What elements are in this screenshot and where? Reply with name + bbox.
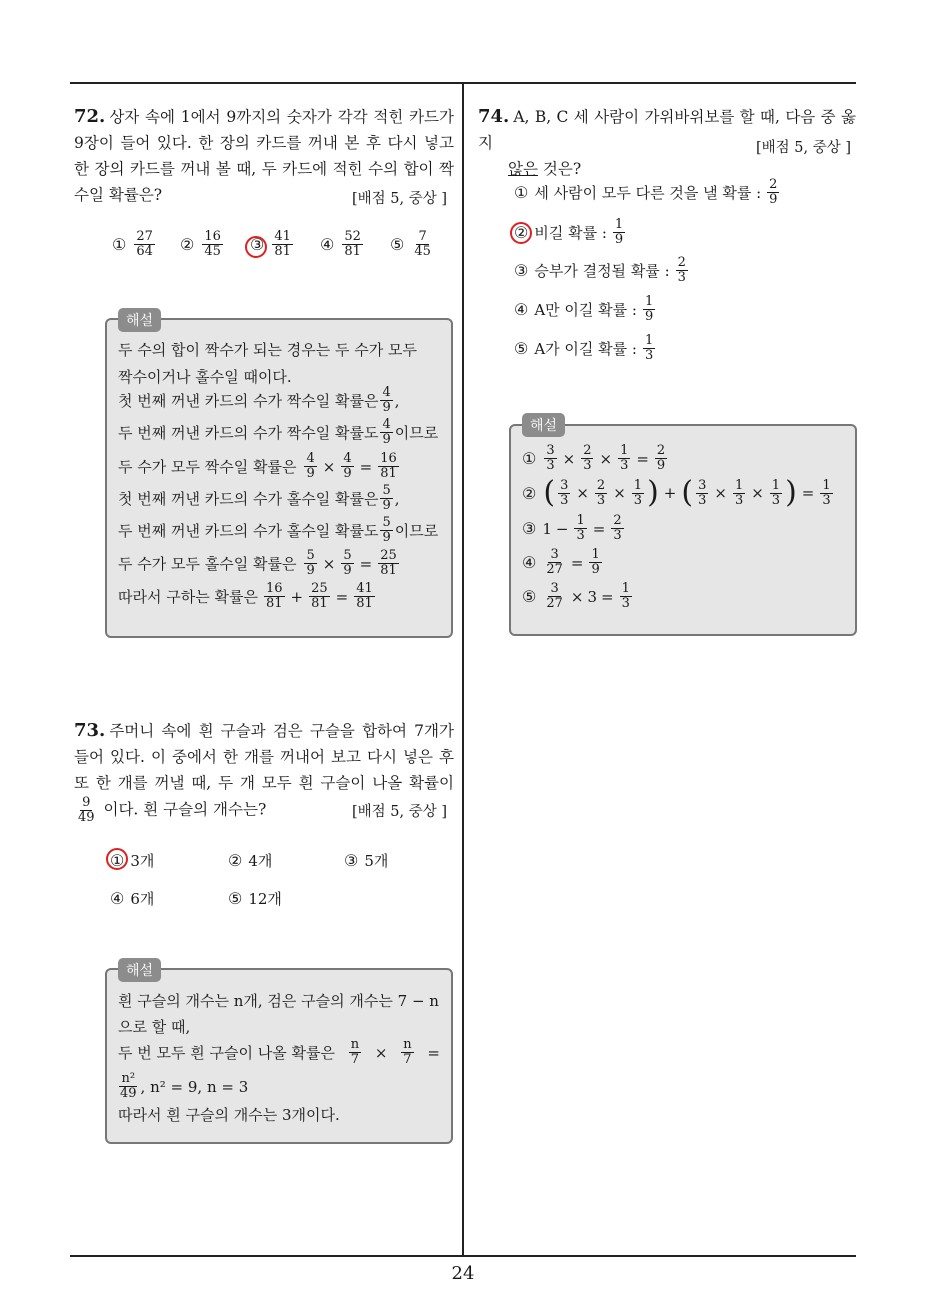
fraction: $\frac{5}{9}$ [382, 483, 391, 513]
fraction: $\frac{5}{9}$ [382, 515, 391, 545]
question-72-number: 72. [74, 106, 106, 127]
q73-sol-line: 두 번 모두 흰 구슬이 나올 확률은 $\frac{n}{7}$ × $\frac{n}{7}$ = [118, 1037, 440, 1067]
fraction: $\frac{4}{9}$ [382, 385, 391, 415]
fraction: $\frac{9}{49}$ [78, 795, 95, 825]
fraction: $\frac{1}{3}$ [734, 477, 744, 508]
fraction: $\frac{3}{3}$ [546, 443, 555, 473]
q73-sol-line: 흰 구슬의 개수는 n개, 검은 구슬의 개수는 7 − n [118, 992, 439, 1010]
fraction: $\frac{4}{9}$ [343, 451, 352, 481]
fraction: $\frac{1}{3}$ [645, 333, 654, 363]
fraction: $\frac{52}{81}$ [344, 229, 361, 259]
q74-sol-line: ② ( $\frac{3}{3}$ × $\frac{2}{3}$ × $\frac{1}{3}$ ) + ( $\frac{3}{3}$ × $\frac{1}{3}$ × $\frac{1}{3}$ ) = $\frac{1}{3}$ [522, 475, 831, 510]
bottom-rule [70, 1255, 856, 1257]
q74-choice-3[interactable]: ③ 승부가 결정될 확률 : $\frac{2}{3}$ [514, 255, 686, 285]
q72-sol-line: 짝수이거나 홀수일 때이다. [118, 368, 292, 386]
fraction: $\frac{25}{81}$ [311, 581, 328, 611]
fraction: $\frac{16}{45}$ [204, 229, 221, 259]
fraction: $\frac{41}{81}$ [274, 229, 291, 259]
fraction: $\frac{1}{9}$ [614, 217, 624, 247]
question-72-text: 72. 상자 속에 1에서 9까지의 숫자가 각각 적힌 카드가 9장이 들어 있다. 한 장의 카드를 꺼내 본 후 다시 넣고 한 장의 카드를 꺼내 볼 때, 두 카드에 적힌 수의 합이 짝수일 확률은? [74, 106, 454, 204]
question-72-meta: [배점 5, 중상 ] [352, 191, 448, 207]
question-73-meta: [배점 5, 중상 ] [352, 804, 448, 820]
question-73-number: 73. [74, 720, 106, 741]
q72-solution-tag: 해설 [118, 308, 161, 332]
fraction: $\frac{41}{81}$ [356, 581, 373, 611]
q74-choice-4[interactable]: ④ A만 이길 확률 : $\frac{1}{9}$ [514, 294, 654, 324]
q74-choice-2[interactable]: ② 비길 확률 : $\frac{1}{9}$ [514, 217, 624, 247]
q73-sol-line: $\frac{\text{n²}}{49}$ , n² = 9, n = 3 [120, 1071, 249, 1101]
fraction: $\frac{n}{7}$ [350, 1037, 360, 1067]
fraction: $\frac{16}{81}$ [265, 581, 283, 611]
fraction: $\frac{1}{3}$ [633, 477, 643, 508]
q74-sol-line: ⑤ $\frac{3}{27}$ × 3 = $\frac{1}{3}$ [522, 581, 630, 611]
q72-sol-line: 두 수가 모두 홀수일 확률은 $\frac{5}{9}$ × $\frac{5}{9}$ = $\frac{25}{81}$ [118, 548, 397, 578]
q72-choice-4[interactable]: ④ $\frac{52}{81}$ [320, 229, 361, 259]
fraction: $\frac{3}{27}$ [546, 581, 563, 611]
q73-choice-2[interactable]: ② 4개 [228, 851, 273, 870]
q74-choice-1[interactable]: ① 세 사람이 모두 다른 것을 낼 확률 : $\frac{2}{9}$ [514, 177, 778, 207]
fraction: $\frac{2}{3}$ [583, 443, 592, 473]
q73-sol-line: 따라서 흰 구슬의 개수는 3개이다. [118, 1106, 340, 1124]
q73-sol-line: 으로 할 때, [118, 1018, 191, 1036]
fraction: $\frac{1}{3}$ [822, 477, 831, 508]
fraction: $\frac{2}{9}$ [769, 177, 778, 207]
column-divider [462, 84, 464, 1256]
q72-answer-mark [245, 236, 267, 258]
fraction: $\frac{1}{3}$ [576, 513, 585, 543]
fraction: $\frac{n}{7}$ [403, 1037, 412, 1067]
q72-sol-line: 두 번째 꺼낸 카드의 수가 짝수일 확률도 $\frac{4}{9}$ 이므로 [118, 417, 439, 447]
fraction: $\frac{5}{9}$ [306, 548, 315, 578]
fraction: $\frac{2}{3}$ [613, 513, 622, 543]
q72-sol-line: 따라서 구하는 확률은 $\frac{16}{81}$ + $\frac{25}{81}$ = $\frac{41}{81}$ [118, 581, 373, 611]
q74-choice-5[interactable]: ⑤ A가 이길 확률 : $\frac{1}{3}$ [514, 333, 654, 363]
fraction: $\frac{1}{9}$ [591, 547, 600, 577]
q73-answer-mark [106, 848, 128, 870]
fraction: $\frac{4}{9}$ [382, 417, 391, 447]
fraction: $\frac{1}{3}$ [621, 581, 630, 611]
fraction: $\frac{3}{27}$ [546, 547, 563, 577]
fraction: $\frac{1}{9}$ [645, 294, 654, 324]
page-number: 24 [451, 1263, 475, 1284]
question-74-number: 74. [478, 106, 510, 127]
question-74-text: 74. A, B, C 세 사람이 가위바위보를 할 때, 다음 중 옳지 않은 것은? [478, 106, 856, 178]
fraction: $\frac{4}{9}$ [306, 451, 315, 481]
fraction: $\frac{7}{45}$ [414, 229, 431, 259]
q74-solution-tag: 해설 [522, 413, 565, 437]
fraction: $\frac{27}{64}$ [136, 229, 153, 259]
fraction: $\frac{1}{3}$ [620, 443, 629, 473]
q73-choice-5[interactable]: ⑤ 12개 [228, 889, 282, 908]
q72-choice-1[interactable]: ① $\frac{27}{64}$ [112, 229, 153, 259]
q72-sol-line: 두 수의 합이 짝수가 되는 경우는 두 수가 모두 [118, 341, 417, 359]
fraction: $\frac{25}{81}$ [380, 548, 397, 578]
fraction: $\frac{3}{3}$ [698, 477, 707, 508]
fraction: $\frac{2}{9}$ [656, 443, 666, 473]
fraction: $\frac{2}{3}$ [677, 255, 686, 285]
q72-sol-line: 두 번째 꺼낸 카드의 수가 홀수일 확률도 $\frac{5}{9}$ 이므로 [118, 515, 439, 545]
q72-sol-line: 첫 번째 꺼낸 카드의 수가 짝수일 확률은 $\frac{4}{9}$ , [118, 385, 400, 415]
fraction: $\frac{1}{3}$ [771, 477, 781, 508]
q72-choice-3[interactable]: ③ $\frac{41}{81}$ [250, 229, 291, 259]
q72-choice-5[interactable]: ⑤ $\frac{7}{45}$ [390, 229, 431, 259]
q73-choice-1[interactable]: ① 3개 [110, 851, 155, 870]
q73-choice-3[interactable]: ③ 5개 [344, 851, 389, 870]
q72-sol-line: 첫 번째 꺼낸 카드의 수가 홀수일 확률은 $\frac{5}{9}$ , [118, 483, 400, 513]
q74-answer-mark [510, 222, 532, 244]
q73-choice-4[interactable]: ④ 6개 [110, 889, 155, 908]
q73-solution-tag: 해설 [118, 958, 161, 982]
fraction: $\frac{3}{3}$ [560, 477, 569, 508]
question-74-meta: [배점 5, 중상 ] [756, 140, 852, 156]
q72-choice-2[interactable]: ② $\frac{16}{45}$ [180, 229, 221, 259]
q74-sol-line: ① $\frac{3}{3}$ × $\frac{2}{3}$ × $\frac{1}{3}$ = $\frac{2}{9}$ [522, 443, 666, 473]
question-73-text: 73. 주머니 속에 흰 구슬과 검은 구슬을 합하여 7개가 들어 있다. 이 중에서 한 개를 꺼내어 보고 다시 넣은 후 또 한 개를 꺼낼 때, 두 개 모두 흰 구슬이 나올 확률이 $\frac{9}{49}$ 이다. 흰 구슬의 개수는? [74, 720, 454, 825]
q72-sol-line: 두 수가 모두 짝수일 확률은 $\frac{4}{9}$ × $\frac{4}{9}$ = $\frac{16}{81}$ [118, 451, 397, 481]
fraction: $\frac{\text{n²}}{49}$ [120, 1071, 137, 1101]
q74-sol-line: ④ $\frac{3}{27}$ = $\frac{1}{9}$ [522, 547, 600, 577]
fraction: $\frac{16}{81}$ [380, 451, 397, 481]
fraction: $\frac{5}{9}$ [343, 548, 352, 578]
q74-sol-line: ③ 1 − $\frac{1}{3}$ = $\frac{2}{3}$ [522, 513, 622, 543]
fraction: $\frac{2}{3}$ [596, 477, 606, 508]
